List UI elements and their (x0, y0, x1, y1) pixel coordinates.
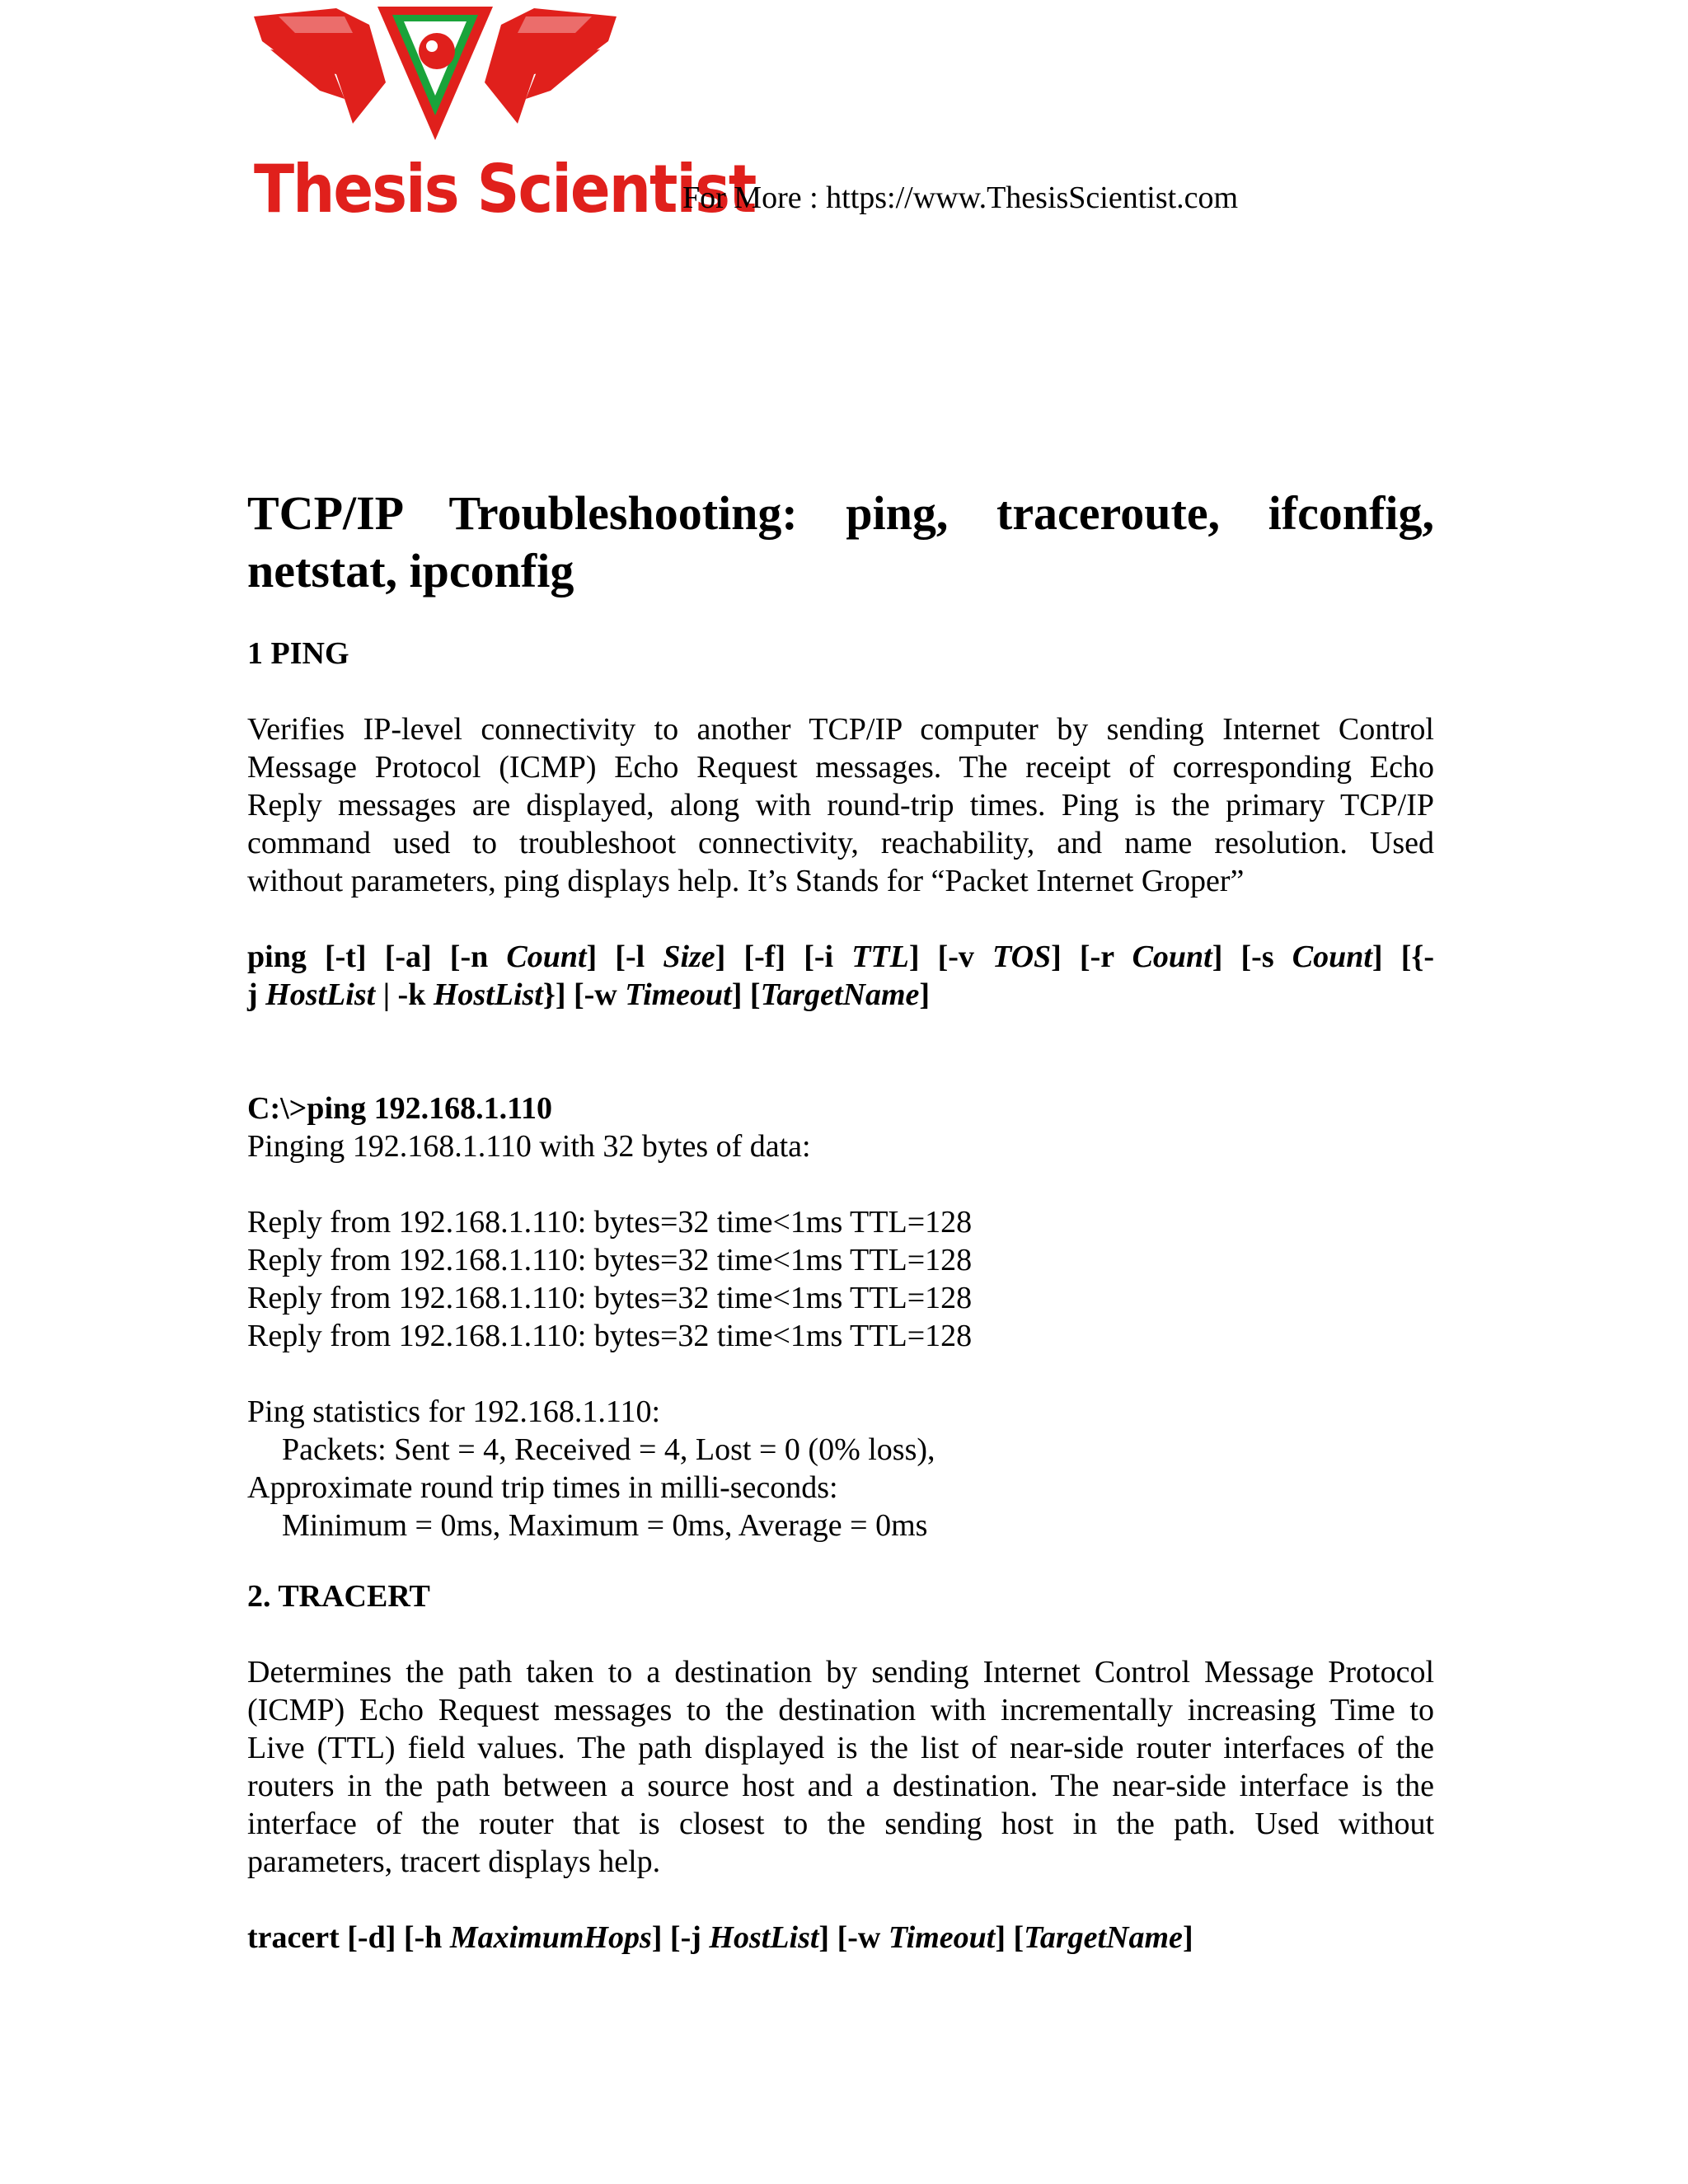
syntax-text: ping [-t] [-a] [-n (247, 940, 507, 974)
tracert-desc-line: routers in the path between a source host and a destination. The near-side interface is the (247, 1769, 1434, 1803)
ping-desc-line: Verifies IP-level connectivity to another TCP/IP computer by sending Internet Control (247, 712, 1434, 747)
syntax-text: ] [-v (908, 940, 993, 974)
tracert-desc-line: (ICMP) Echo Request messages to the destination with incrementally increasing Time to (247, 1693, 1434, 1727)
ping-replies (247, 1203, 1434, 1355)
ping-rtt-title: Approximate round trip times in milli-seconds: (247, 1470, 838, 1505)
syntax-arg: Timeout (888, 1920, 996, 1955)
ping-reply-line: Reply from 192.168.1.110: bytes=32 time<1ms TTL=128 (247, 1243, 973, 1277)
syntax-arg: TOS (992, 940, 1052, 974)
ping-reply-line: Reply from 192.168.1.110: bytes=32 time<1ms TTL=128 (247, 1319, 973, 1353)
section-heading-tracert: 2. TRACERT (247, 1579, 430, 1614)
syntax-arg: HostList (709, 1920, 819, 1955)
header-website-link[interactable]: For More : https://www.ThesisScientist.com (682, 180, 1239, 215)
syntax-text: j (247, 977, 266, 1012)
syntax-text: ] (919, 977, 931, 1012)
ping-desc-line: Message Protocol (ICMP) Echo Request messages. The receipt of corresponding Echo (247, 750, 1434, 785)
syntax-text: }] [-w (542, 977, 626, 1012)
section-heading-ping: 1 PING (247, 636, 349, 671)
syntax-text: tracert [-d] [-h (247, 1920, 450, 1955)
syntax-text: ] [-j (651, 1920, 710, 1955)
ping-desc-line: Reply messages are displayed, along with round-trip times. Ping is the primary TCP/IP (247, 788, 1434, 823)
ping-output-header: Pinging 192.168.1.110 with 32 bytes of data: (247, 1129, 811, 1164)
tracert-desc-line: Determines the path taken to a destination by sending Internet Control Message Protocol (247, 1655, 1434, 1690)
syntax-arg: TargetName (760, 977, 920, 1012)
ping-stats-title: Ping statistics for 192.168.1.110: (247, 1394, 661, 1429)
syntax-arg: HostList (265, 977, 376, 1012)
syntax-arg: TargetName (1024, 1920, 1183, 1955)
title-line-1: TCP/IP Troubleshooting: ping, traceroute, ifconfig, (247, 486, 1434, 540)
syntax-arg: Count (1292, 940, 1372, 974)
syntax-text: ] [ (995, 1920, 1025, 1955)
syntax-arg: Size (663, 940, 715, 974)
tracert-desc-line: parameters, tracert displays help. (247, 1844, 661, 1879)
syntax-text: ] (1182, 1920, 1193, 1955)
page-title (247, 485, 1434, 600)
syntax-arg: Timeout (625, 977, 732, 1012)
ping-statistics (247, 1393, 1434, 1544)
ping-desc-line: command used to troubleshoot connectivity, reachability, and name resolution. Used (247, 826, 1434, 860)
syntax-arg: Count (506, 940, 587, 974)
ping-syntax-line-1 (247, 938, 1434, 976)
tracert-desc-line: Live (TTL) field values. The path displayed is the list of near-side router interfaces of the (247, 1731, 1434, 1765)
syntax-arg: MaximumHops (449, 1920, 652, 1955)
syntax-text: ] [-f] [-i (715, 940, 852, 974)
tracert-syntax (247, 1919, 1434, 1957)
tracert-description (247, 1653, 1434, 1881)
thesis-scientist-logo (246, 0, 756, 228)
ping-desc-line: without parameters, ping displays help. It’s Stands for “Packet Internet Groper” (247, 864, 1245, 898)
tracert-desc-line: interface of the router that is closest to the sending host in the path. Used without (247, 1807, 1434, 1841)
ping-syntax (247, 938, 1434, 1014)
syntax-text: ] [-w (818, 1920, 889, 1955)
syntax-arg: Count (1132, 940, 1212, 974)
logo-text: Thesis Scientist (254, 150, 756, 228)
winged-triangle-logo-icon (246, 0, 625, 148)
title-line-2: netstat, ipconfig (247, 544, 574, 598)
syntax-text: ] [-r (1051, 940, 1132, 974)
syntax-arg: HostList (433, 977, 543, 1012)
syntax-arg: TTL (851, 940, 909, 974)
syntax-text: ] [-l (586, 940, 663, 974)
ping-rtt-values: Minimum = 0ms, Maximum = 0ms, Average = 0ms (282, 1508, 928, 1543)
syntax-text: ] [ (731, 977, 761, 1012)
ping-reply-line: Reply from 192.168.1.110: bytes=32 time<1ms TTL=128 (247, 1281, 973, 1315)
syntax-text: | -k (375, 977, 434, 1012)
ping-description (247, 710, 1434, 900)
ping-reply-line: Reply from 192.168.1.110: bytes=32 time<1ms TTL=128 (247, 1205, 973, 1240)
syntax-text: ] [{- (1372, 940, 1434, 974)
ping-stats-packets: Packets: Sent = 4, Received = 4, Lost = 0 (0% loss), (282, 1432, 935, 1467)
syntax-text: ] [-s (1212, 940, 1292, 974)
ping-command: C:\>ping 192.168.1.110 (247, 1091, 553, 1126)
ping-syntax-line-2 (247, 977, 930, 1012)
